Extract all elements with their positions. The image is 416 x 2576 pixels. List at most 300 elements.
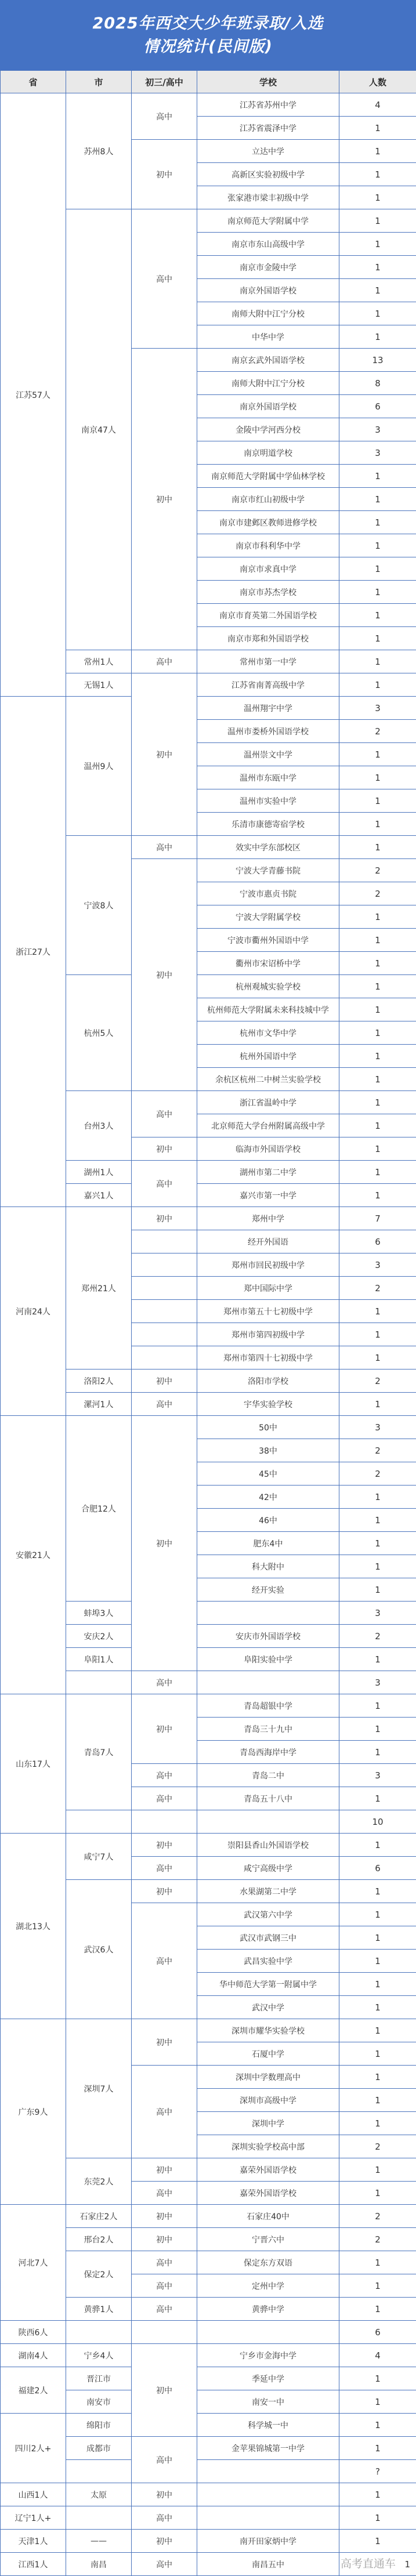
- city-cell: 青岛7人: [66, 1694, 132, 1810]
- level-cell: 高中: [132, 1764, 197, 1787]
- level-cell: 高中: [132, 2553, 197, 2576]
- level-cell: [132, 2321, 197, 2344]
- school-cell: 嘉荣外国语学校: [197, 2158, 339, 2182]
- level-cell: 初中: [132, 2228, 197, 2251]
- province-cell: 陕西6人: [1, 2321, 66, 2344]
- count-cell: 1: [339, 789, 416, 813]
- province-cell: 山东17人: [1, 1694, 66, 1834]
- school-cell: 定州中学: [197, 2274, 339, 2298]
- city-cell: 深圳7人: [66, 2019, 132, 2158]
- count-cell: 1: [339, 1996, 416, 2019]
- count-cell: 1: [339, 279, 416, 302]
- count-cell: 2: [339, 2135, 416, 2158]
- count-cell: 1: [339, 1648, 416, 1671]
- school-cell: 温州市娄桥外国语学校: [197, 720, 339, 743]
- school-cell: [197, 1602, 339, 1625]
- count-cell: 2: [339, 2228, 416, 2251]
- count-cell: 1: [339, 2367, 416, 2390]
- level-cell: 初中: [132, 1416, 197, 1671]
- school-cell: 保定东方双语: [197, 2251, 339, 2274]
- count-cell: 1: [339, 1486, 416, 1509]
- province-cell: 河北7人: [1, 2205, 66, 2321]
- count-cell: 8: [339, 372, 416, 395]
- title-line-2: 情况统计(民间版): [143, 37, 273, 56]
- school-cell: 经开外国语: [197, 1230, 339, 1253]
- count-cell: 1: [339, 2182, 416, 2205]
- school-cell: 青岛五十八中: [197, 1787, 339, 1810]
- count-cell: 2: [339, 1277, 416, 1300]
- level-cell: 高中: [132, 93, 197, 140]
- city-cell: 保定2人: [66, 2251, 132, 2298]
- school-cell: 青岛超银中学: [197, 1694, 339, 1718]
- level-cell: 初中: [132, 859, 197, 1091]
- count-cell: 1: [339, 2042, 416, 2066]
- school-cell: 南京师范大学附属中学仙林学校: [197, 465, 339, 488]
- header-city: 市: [66, 71, 132, 93]
- count-cell: 10: [339, 1810, 416, 1834]
- school-cell: 南京市求真中学: [197, 557, 339, 581]
- level-cell: 高中: [132, 1161, 197, 1207]
- school-cell: 杭州师范大学附属未来科技城中学: [197, 998, 339, 1021]
- school-cell: 高新区实验初级中学: [197, 163, 339, 186]
- count-cell: 1: [339, 2089, 416, 2112]
- level-cell: 高中: [132, 1091, 197, 1137]
- count-cell: 1: [339, 557, 416, 581]
- level-cell: 初中: [132, 2530, 197, 2553]
- school-cell: 杭州市文华中学: [197, 1021, 339, 1045]
- level-cell: 高中: [132, 2506, 197, 2530]
- city-cell: 黄骅1人: [66, 2298, 132, 2321]
- school-cell: 南安一中: [197, 2390, 339, 2414]
- count-cell: 1: [339, 2274, 416, 2298]
- school-cell: 南京市科利华中学: [197, 534, 339, 557]
- school-cell: 南师大附中江宁分校: [197, 372, 339, 395]
- school-cell: 武汉第六中学: [197, 1903, 339, 1926]
- school-cell: 南京市郑和外国语学校: [197, 627, 339, 650]
- city-cell: 郑州21人: [66, 1207, 132, 1369]
- school-cell: 石厦中学: [197, 2042, 339, 2066]
- count-cell: 13: [339, 349, 416, 372]
- school-cell: 南开田家炳中学: [197, 2530, 339, 2553]
- level-cell: 高中: [132, 1903, 197, 2019]
- watermark: 高考直通车: [341, 2557, 396, 2570]
- school-cell: 乐清市康德寄宿学校: [197, 813, 339, 836]
- table-row: [1, 2530, 416, 2553]
- count-cell: 1: [339, 163, 416, 186]
- title-line-1: 2025年西交大少年班录取/入选: [92, 14, 324, 32]
- count-cell: 1: [339, 1787, 416, 1810]
- city-cell: 安庆2人: [66, 1625, 132, 1648]
- school-cell: 江苏省震泽中学: [197, 117, 339, 140]
- city-cell: 宁波8人: [66, 836, 132, 975]
- school-cell: 宁乡市金海中学: [197, 2344, 339, 2367]
- school-cell: 42中: [197, 1486, 339, 1509]
- count-cell: 1: [339, 2251, 416, 2274]
- school-cell: 安庆市外国语学校: [197, 1625, 339, 1648]
- province-cell: 辽宁1人+: [1, 2506, 66, 2530]
- school-cell: 郑州市回民初级中学: [197, 1253, 339, 1277]
- count-cell: 1: [339, 1114, 416, 1137]
- count-cell: 1: [339, 2437, 416, 2460]
- count-cell: 1: [339, 2066, 416, 2089]
- table-row: [1, 2553, 416, 2576]
- count-cell: 1: [339, 673, 416, 697]
- count-cell: 2: [339, 1439, 416, 1462]
- school-cell: 南京市苏杰学校: [197, 581, 339, 604]
- school-cell: 南京外国语学校: [197, 279, 339, 302]
- count-cell: 4: [339, 2344, 416, 2367]
- count-cell: 1: [339, 1950, 416, 1973]
- table-row: [1, 1416, 416, 1439]
- school-cell: 水果湖第二中学: [197, 1880, 339, 1903]
- level-cell: 初中: [132, 2158, 197, 2182]
- school-cell: 武昌实验中学: [197, 1950, 339, 1973]
- level-cell: 高中: [132, 2251, 197, 2274]
- level-cell: 高中: [132, 2298, 197, 2321]
- province-cell: 江西1人: [1, 2553, 66, 2576]
- level-cell: 高中: [132, 1671, 197, 1694]
- level-cell: [132, 1253, 197, 1277]
- count-cell: 1: [339, 2390, 416, 2414]
- school-cell: 嘉荣外国语学校: [197, 2182, 339, 2205]
- level-cell: 初中: [132, 1369, 197, 1393]
- level-cell: 初中: [132, 1207, 197, 1230]
- count-cell: 3: [339, 1764, 416, 1787]
- count-cell: 1: [339, 233, 416, 256]
- school-cell: 金陵中学河西分校: [197, 418, 339, 441]
- city-cell: 宁乡4人: [66, 2344, 132, 2367]
- level-cell: 初中: [132, 349, 197, 650]
- level-cell: 初中: [132, 1694, 197, 1764]
- school-cell: [197, 2321, 339, 2344]
- count-cell: 3: [339, 1602, 416, 1625]
- school-cell: 南京市建邺区教师进修学校: [197, 511, 339, 534]
- count-cell: 1: [339, 1880, 416, 1903]
- table-row: [1, 1834, 416, 1857]
- count-cell: 1: [339, 1323, 416, 1346]
- school-cell: 深圳实验学校高中部: [197, 2135, 339, 2158]
- level-cell: 初中: [132, 140, 197, 209]
- count-cell: 1: [339, 2553, 416, 2576]
- count-cell: ?: [339, 2460, 416, 2483]
- count-cell: 1: [339, 1184, 416, 1207]
- school-cell: 效实中学东部校区: [197, 836, 339, 859]
- school-cell: 华中师范大学第一附属中学: [197, 1973, 339, 1996]
- city-cell: 绵阳市: [66, 2414, 132, 2437]
- school-cell: 温州崇文中学: [197, 743, 339, 766]
- city-cell: 东莞2人: [66, 2158, 132, 2205]
- count-cell: 3: [339, 1253, 416, 1277]
- school-cell: [197, 1810, 339, 1834]
- school-cell: [197, 1671, 339, 1694]
- school-cell: 衢州市宋诏桥中学: [197, 952, 339, 975]
- school-cell: 南京师范大学附属中学: [197, 209, 339, 233]
- level-cell: 高中: [132, 209, 197, 349]
- city-cell: 成都市: [66, 2437, 132, 2460]
- admission-table: [0, 70, 416, 2576]
- level-cell: 高中: [132, 1857, 197, 1880]
- school-cell: 崇阳县香山外国语学校: [197, 1834, 339, 1857]
- table-row: [1, 2344, 416, 2367]
- count-cell: 1: [339, 650, 416, 673]
- school-cell: 青岛三十九中: [197, 1718, 339, 1741]
- level-cell: 初中: [132, 2205, 197, 2228]
- count-cell: 1: [339, 743, 416, 766]
- count-cell: 1: [339, 1718, 416, 1741]
- school-cell: [197, 2506, 339, 2530]
- school-cell: 浙江省温岭中学: [197, 1091, 339, 1114]
- school-cell: 杭州观城实验学校: [197, 975, 339, 998]
- count-cell: 1: [339, 325, 416, 349]
- header-count: 人数: [339, 71, 416, 93]
- level-cell: 初中: [132, 2344, 197, 2437]
- level-cell: 高中: [132, 2182, 197, 2205]
- city-cell: 太原: [66, 2483, 132, 2506]
- school-cell: [197, 2460, 339, 2483]
- count-cell: 1: [339, 256, 416, 279]
- count-cell: 2: [339, 2205, 416, 2228]
- level-cell: 高中: [132, 2437, 197, 2483]
- school-cell: 金苹果锦城第一中学: [197, 2437, 339, 2460]
- count-cell: 1: [339, 1555, 416, 1578]
- count-cell: 1: [339, 1926, 416, 1950]
- count-cell: 3: [339, 418, 416, 441]
- school-cell: 南京玄武外国语学校: [197, 349, 339, 372]
- count-cell: 1: [339, 1532, 416, 1555]
- count-cell: 1: [339, 905, 416, 929]
- school-cell: 50中: [197, 1416, 339, 1439]
- school-cell: 宇华实验学校: [197, 1393, 339, 1416]
- school-cell: 立达中学: [197, 140, 339, 163]
- level-cell: 初中: [132, 2019, 197, 2066]
- count-cell: 6: [339, 395, 416, 418]
- count-cell: 1: [339, 929, 416, 952]
- count-cell: 2: [339, 1625, 416, 1648]
- city-cell: [66, 2506, 132, 2530]
- count-cell: 4: [339, 93, 416, 117]
- count-cell: 1: [339, 1161, 416, 1184]
- level-cell: [132, 1277, 197, 1300]
- level-cell: [132, 1323, 197, 1346]
- table-row: [1, 1694, 416, 1718]
- level-cell: 初中: [132, 1880, 197, 1903]
- level-cell: 高中: [132, 1393, 197, 1416]
- table-row: [1, 2483, 416, 2506]
- city-cell: 石家庄2人: [66, 2205, 132, 2228]
- school-cell: 南京市金陵中学: [197, 256, 339, 279]
- school-cell: 石家庄40中: [197, 2205, 339, 2228]
- header-school: 学校: [197, 71, 339, 93]
- city-cell: [66, 1671, 132, 1694]
- count-cell: 1: [339, 1509, 416, 1532]
- count-cell: 1: [339, 2530, 416, 2553]
- count-cell: 1: [339, 2298, 416, 2321]
- city-cell: 南京47人: [66, 209, 132, 650]
- table-row: [1, 2321, 416, 2344]
- school-cell: 中华中学: [197, 325, 339, 349]
- count-cell: 1: [339, 1903, 416, 1926]
- school-cell: 青岛西海岸中学: [197, 1741, 339, 1764]
- header-province: 省: [1, 71, 66, 93]
- school-cell: 南京市育英第二外国语学校: [197, 604, 339, 627]
- count-cell: 1: [339, 1346, 416, 1369]
- school-cell: 郑州中学: [197, 1207, 339, 1230]
- level-cell: 初中: [132, 1137, 197, 1161]
- level-cell: [132, 1230, 197, 1253]
- count-cell: 1: [339, 2112, 416, 2135]
- count-cell: 1: [339, 186, 416, 209]
- count-cell: 1: [339, 488, 416, 511]
- school-cell: 宁晋六中: [197, 2228, 339, 2251]
- province-cell: 四川2人+: [1, 2414, 66, 2483]
- province-cell: 天津1人: [1, 2530, 66, 2553]
- count-cell: 1: [339, 302, 416, 325]
- school-cell: 38中: [197, 1439, 339, 1462]
- count-cell: 6: [339, 1230, 416, 1253]
- count-cell: 1: [339, 581, 416, 604]
- school-cell: 季延中学: [197, 2367, 339, 2390]
- city-cell: 漯河1人: [66, 1393, 132, 1416]
- city-cell: ——: [66, 2530, 132, 2553]
- school-cell: 温州翔宇中学: [197, 697, 339, 720]
- province-cell: 湖南4人: [1, 2344, 66, 2367]
- city-cell: 南安市: [66, 2390, 132, 2414]
- city-cell: 合肥12人: [66, 1416, 132, 1602]
- table-row: [1, 1207, 416, 1230]
- city-cell: 邢台2人: [66, 2228, 132, 2251]
- table-row: [1, 2506, 416, 2530]
- school-cell: 南昌五中: [197, 2553, 339, 2576]
- school-cell: 郑州市第五十七初级中学: [197, 1300, 339, 1323]
- school-cell: 江苏省南菁高级中学: [197, 673, 339, 697]
- count-cell: 2: [339, 720, 416, 743]
- province-cell: 安徽21人: [1, 1416, 66, 1694]
- level-cell: 初中: [132, 673, 197, 836]
- level-cell: [132, 1346, 197, 1369]
- count-cell: 1: [339, 813, 416, 836]
- province-cell: 广东9人: [1, 2019, 66, 2205]
- count-cell: 1: [339, 117, 416, 140]
- count-cell: 1: [339, 2483, 416, 2506]
- count-cell: 3: [339, 1671, 416, 1694]
- count-cell: 1: [339, 2019, 416, 2042]
- city-cell: [66, 1810, 132, 1834]
- count-cell: 1: [339, 952, 416, 975]
- city-cell: 常州1人: [66, 650, 132, 673]
- level-cell: 高中: [132, 836, 197, 859]
- school-cell: 北京师范大学台州附属高级中学: [197, 1114, 339, 1137]
- count-cell: 1: [339, 1045, 416, 1068]
- city-cell: 温州9人: [66, 697, 132, 836]
- school-cell: 温州市实验中学: [197, 789, 339, 813]
- level-cell: 初中: [132, 1834, 197, 1857]
- school-cell: 南京外国语学校: [197, 395, 339, 418]
- level-cell: 高中: [132, 2274, 197, 2298]
- count-cell: 1: [339, 2414, 416, 2437]
- school-cell: 深圳中学: [197, 2112, 339, 2135]
- count-cell: 1: [339, 1021, 416, 1045]
- school-cell: 南京市东山高级中学: [197, 233, 339, 256]
- city-cell: 嘉兴1人: [66, 1184, 132, 1207]
- table-header-row: [1, 71, 416, 93]
- count-cell: 1: [339, 604, 416, 627]
- school-cell: 南京明道学校: [197, 441, 339, 465]
- table-row: [1, 2205, 416, 2228]
- count-cell: 2: [339, 1369, 416, 1393]
- city-cell: 杭州5人: [66, 975, 132, 1091]
- school-cell: 科大附中: [197, 1555, 339, 1578]
- city-cell: 咸宁7人: [66, 1834, 132, 1880]
- province-cell: 河南24人: [1, 1207, 66, 1416]
- table-row: [1, 2367, 416, 2390]
- school-cell: 咸宁高级中学: [197, 1857, 339, 1880]
- school-cell: 温州市东瓯中学: [197, 766, 339, 789]
- school-cell: 黄骅中学: [197, 2298, 339, 2321]
- level-cell: [132, 1810, 197, 1834]
- table-row: [1, 697, 416, 720]
- table-row: [1, 2414, 416, 2437]
- count-cell: 1: [339, 465, 416, 488]
- school-cell: 杭州外国语中学: [197, 1045, 339, 1068]
- school-cell: 洛阳市学校: [197, 1369, 339, 1393]
- city-cell: 蚌埠3人: [66, 1602, 132, 1625]
- count-cell: 1: [339, 209, 416, 233]
- count-cell: 6: [339, 1857, 416, 1880]
- province-cell: 福建2人: [1, 2367, 66, 2414]
- level-cell: 高中: [132, 1787, 197, 1810]
- count-cell: 1: [339, 1393, 416, 1416]
- school-cell: 江苏省苏州中学: [197, 93, 339, 117]
- count-cell: 1: [339, 1578, 416, 1602]
- count-cell: 7: [339, 1207, 416, 1230]
- school-cell: 深圳中学数理高中: [197, 2066, 339, 2089]
- province-cell: 山西1人: [1, 2483, 66, 2506]
- level-cell: 高中: [132, 650, 197, 673]
- school-cell: 经开实验: [197, 1578, 339, 1602]
- level-cell: [132, 1300, 197, 1323]
- city-cell: 无锡1人: [66, 673, 132, 697]
- school-cell: 郑州市第四初级中学: [197, 1323, 339, 1346]
- city-cell: 武汉6人: [66, 1880, 132, 2019]
- city-cell: 湖州1人: [66, 1161, 132, 1184]
- count-cell: 2: [339, 1462, 416, 1486]
- count-cell: 1: [339, 2158, 416, 2182]
- school-cell: 宁波大学附属学校: [197, 905, 339, 929]
- province-cell: 江苏57人: [1, 93, 66, 697]
- school-cell: 郑中国际中学: [197, 1277, 339, 1300]
- school-cell: 武汉市武钢三中: [197, 1926, 339, 1950]
- school-cell: 南京市红山初级中学: [197, 488, 339, 511]
- school-cell: 嘉兴市第一中学: [197, 1184, 339, 1207]
- school-cell: 余杭区杭州二中树兰实验学校: [197, 1068, 339, 1091]
- count-cell: 3: [339, 441, 416, 465]
- school-cell: 深圳市高级中学: [197, 2089, 339, 2112]
- count-cell: 1: [339, 1300, 416, 1323]
- school-cell: 深圳市耀华实验学校: [197, 2019, 339, 2042]
- city-cell: [66, 2460, 132, 2483]
- count-cell: 6: [339, 2321, 416, 2344]
- school-cell: 南师大附中江宁分校: [197, 302, 339, 325]
- city-cell: 晋江市: [66, 2367, 132, 2390]
- city-cell: [66, 2321, 132, 2344]
- city-cell: 阜阳1人: [66, 1648, 132, 1671]
- city-cell: 台州3人: [66, 1091, 132, 1161]
- table-row: [1, 93, 416, 117]
- count-cell: 1: [339, 1068, 416, 1091]
- school-cell: 青岛二中: [197, 1764, 339, 1787]
- header-level: 初三/高中: [132, 71, 197, 93]
- school-cell: 宁波大学青藤书院: [197, 859, 339, 882]
